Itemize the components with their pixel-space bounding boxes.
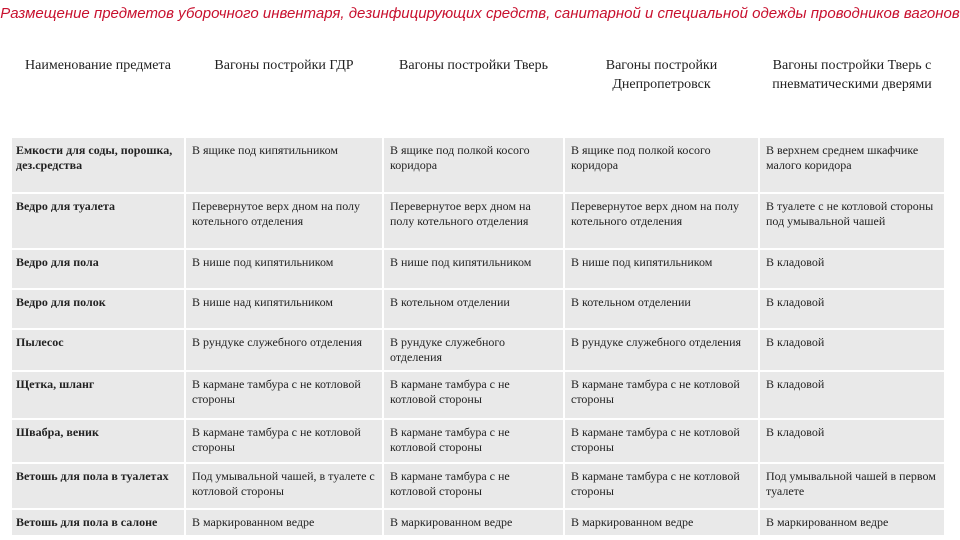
table-cell: В кармане тамбура с не котловой стороны: [185, 419, 383, 463]
table-row: [11, 509, 945, 536]
item-name-cell: Щетка, шланг: [11, 371, 185, 419]
table-cell: В верхнем среднем шкафчике малого коридора: [759, 137, 945, 193]
table-row: [11, 249, 945, 289]
header-gdr: Вагоны постройки ГДР: [185, 49, 383, 137]
table-cell: В кладовой: [759, 289, 945, 329]
table-cell: В кармане тамбура с не котловой стороны: [564, 463, 759, 509]
header-tver: Вагоны постройки Тверь: [383, 49, 564, 137]
table-row: [11, 329, 945, 371]
table-cell: В рундуке служебного отделения: [185, 329, 383, 371]
table-cell: В кармане тамбура с не котловой стороны: [564, 371, 759, 419]
table-cell: Под умывальной чашей, в туалете с котловой стороны: [185, 463, 383, 509]
table-cell: Перевернутое верх дном на полу котельного отделения: [185, 193, 383, 249]
item-name-cell: Пылесос: [11, 329, 185, 371]
item-name-cell: Ведро для туалета: [11, 193, 185, 249]
table-cell: В нише под кипятильником: [185, 249, 383, 289]
table-row: [11, 137, 945, 193]
table-cell: В маркированном ведре: [185, 509, 383, 536]
table-cell: В нише под кипятильником: [383, 249, 564, 289]
table-cell: Перевернутое верх дном на полу котельного отделения: [564, 193, 759, 249]
table-cell: В кармане тамбура с не котловой стороны: [564, 419, 759, 463]
table-cell: В маркированном ведре: [564, 509, 759, 536]
table-cell: В ящике под полкой косого коридора: [383, 137, 564, 193]
table-cell: В кармане тамбура с не котловой стороны: [185, 371, 383, 419]
table-cell: Перевернутое верх дном на полу котельного отделения: [383, 193, 564, 249]
table-cell: Под умывальной чашей в первом туалете: [759, 463, 945, 509]
page-title: Размещение предметов уборочного инвентаря, дезинфицирующих средств, санитарной и специальной одежды проводников вагонов: [0, 5, 960, 22]
item-name-cell: Емкости для соды, порошка, дез.средства: [11, 137, 185, 193]
table-cell: В маркированном ведре: [759, 509, 945, 536]
table-cell: В рундуке служебного отделения: [383, 329, 564, 371]
table-cell: В нише над кипятильником: [185, 289, 383, 329]
table-cell: В ящике под полкой косого коридора: [564, 137, 759, 193]
header-tver-pneumatic: Вагоны постройки Тверь с пневматическими дверями: [759, 49, 945, 137]
table-header-row: [11, 49, 945, 137]
table-row: [11, 463, 945, 509]
item-name-cell: Ветошь для пола в салоне: [11, 509, 185, 536]
table-row: [11, 419, 945, 463]
table-row: [11, 289, 945, 329]
table-row: [11, 193, 945, 249]
table-cell: В нише под кипятильником: [564, 249, 759, 289]
item-name-cell: Ведро для полок: [11, 289, 185, 329]
table-cell: В ящике под кипятильником: [185, 137, 383, 193]
table-cell: В кладовой: [759, 419, 945, 463]
table-cell: В туалете с не котловой стороны под умывальной чашей: [759, 193, 945, 249]
table-cell: В кладовой: [759, 329, 945, 371]
table-cell: В маркированном ведре: [383, 509, 564, 536]
table-row: [11, 371, 945, 419]
header-item-name: Наименование предмета: [11, 49, 185, 137]
table-cell: В рундуке служебного отделения: [564, 329, 759, 371]
table-cell: В кармане тамбура с не котловой стороны: [383, 463, 564, 509]
table-cell: В кладовой: [759, 371, 945, 419]
item-name-cell: Ведро для пола: [11, 249, 185, 289]
table-cell: В кармане тамбура с не котловой стороны: [383, 419, 564, 463]
table-cell: В котельном отделении: [383, 289, 564, 329]
placement-table: [10, 48, 946, 537]
table-cell: В кармане тамбура с не котловой стороны: [383, 371, 564, 419]
item-name-cell: Швабра, веник: [11, 419, 185, 463]
table-cell: В кладовой: [759, 249, 945, 289]
item-name-cell: Ветошь для пола в туалетах: [11, 463, 185, 509]
table-cell: В котельном отделении: [564, 289, 759, 329]
header-dnepropetrovsk: Вагоны постройки Днепропетровск: [564, 49, 759, 137]
